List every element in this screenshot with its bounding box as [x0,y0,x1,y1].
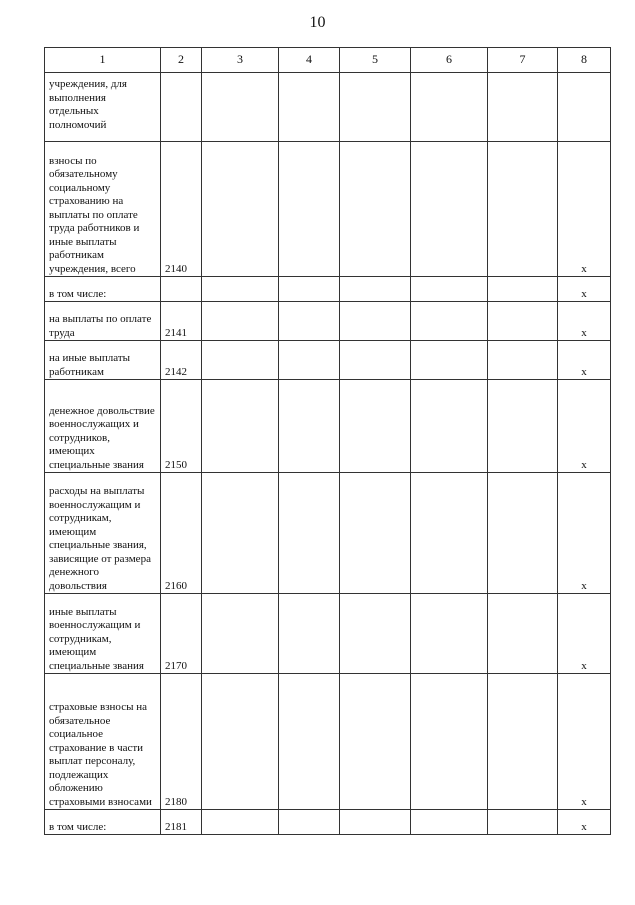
table-row [45,302,611,341]
header-cell-3: 3 [202,48,279,73]
cell-col3 [202,302,279,341]
cell-col3 [202,341,279,380]
row-mark: x [558,473,611,594]
row-mark: x [558,302,611,341]
cell-col6 [411,674,488,810]
table-row [45,142,611,277]
cell-col4 [279,594,340,674]
cell-col6 [411,73,488,142]
header-cell-7: 7 [488,48,558,73]
row-label: учреждения, для выполнения отдельных полномочий [45,73,161,142]
cell-col3 [202,73,279,142]
cell-col6 [411,277,488,302]
row-mark: x [558,341,611,380]
cell-col3 [202,277,279,302]
cell-col4 [279,674,340,810]
header-cell-6: 6 [411,48,488,73]
cell-col7 [488,810,558,835]
cell-col4 [279,810,340,835]
cell-col6 [411,341,488,380]
table-row [45,594,611,674]
row-label: в том числе: [45,277,161,302]
row-code: 2150 [161,380,202,473]
row-code: 2180 [161,674,202,810]
cell-col7 [488,142,558,277]
row-label: страховые взносы на обязательное социальное страхование в части выплат персоналу, подлежащих обложению страховыми взносами [45,674,161,810]
cell-col6 [411,594,488,674]
row-mark: x [558,810,611,835]
row-mark: x [558,380,611,473]
row-label: расходы на выплаты военнослужащим и сотрудникам, имеющим специальные звания, зависящие от размера денежного довольствия [45,473,161,594]
cell-col7 [488,73,558,142]
row-code: 2141 [161,302,202,341]
cell-col5 [340,810,411,835]
table-row [45,810,611,835]
cell-col5 [340,277,411,302]
cell-col4 [279,302,340,341]
cell-col6 [411,380,488,473]
cell-col5 [340,142,411,277]
header-cell-5: 5 [340,48,411,73]
header-cell-4: 4 [279,48,340,73]
row-label: взносы по обязательному социальному страхованию на выплаты по оплате труда работников и иные выплаты работникам учреждения, всего [45,142,161,277]
cell-col5 [340,380,411,473]
cell-col4 [279,380,340,473]
table-header-row [45,48,611,73]
table-row [45,473,611,594]
table-row [45,341,611,380]
table-row [45,73,611,142]
cell-col7 [488,674,558,810]
cell-col4 [279,341,340,380]
cell-col5 [340,302,411,341]
cell-col3 [202,810,279,835]
row-label: на выплаты по оплате труда [45,302,161,341]
cell-col4 [279,73,340,142]
cell-col5 [340,473,411,594]
row-label: иные выплаты военнослужащим и сотрудникам, имеющим специальные звания [45,594,161,674]
row-code: 2160 [161,473,202,594]
cell-col3 [202,142,279,277]
table-row [45,277,611,302]
page-number: 10 [309,14,326,31]
cell-col3 [202,674,279,810]
cell-col7 [488,380,558,473]
row-mark: x [558,277,611,302]
row-label: денежное довольствие военнослужащих и сотрудников, имеющих специальные звания [45,380,161,473]
cell-col5 [340,674,411,810]
row-code: 2181 [161,810,202,835]
cell-col7 [488,473,558,594]
cell-col7 [488,302,558,341]
row-code: 2170 [161,594,202,674]
row-code: 2140 [161,142,202,277]
cell-col5 [340,73,411,142]
row-code [161,73,202,142]
header-cell-8: 8 [558,48,611,73]
cell-col4 [279,142,340,277]
cell-col5 [340,341,411,380]
table-row [45,380,611,473]
row-mark: x [558,142,611,277]
header-cell-1: 1 [45,48,161,73]
cell-col3 [202,473,279,594]
header-cell-2: 2 [161,48,202,73]
row-label: в том числе: [45,810,161,835]
row-label: на иные выплаты работникам [45,341,161,380]
row-code: 2142 [161,341,202,380]
cell-col3 [202,594,279,674]
cell-col3 [202,380,279,473]
cell-col7 [488,341,558,380]
table-row [45,674,611,810]
cell-col5 [340,594,411,674]
cell-col7 [488,277,558,302]
cell-col6 [411,473,488,594]
cell-col6 [411,142,488,277]
cell-col6 [411,810,488,835]
row-mark: x [558,594,611,674]
cell-col4 [279,473,340,594]
cell-col7 [488,594,558,674]
cell-col4 [279,277,340,302]
row-mark: x [558,674,611,810]
cell-col6 [411,302,488,341]
row-mark [558,73,611,142]
financial-table [44,47,611,835]
row-code [161,277,202,302]
